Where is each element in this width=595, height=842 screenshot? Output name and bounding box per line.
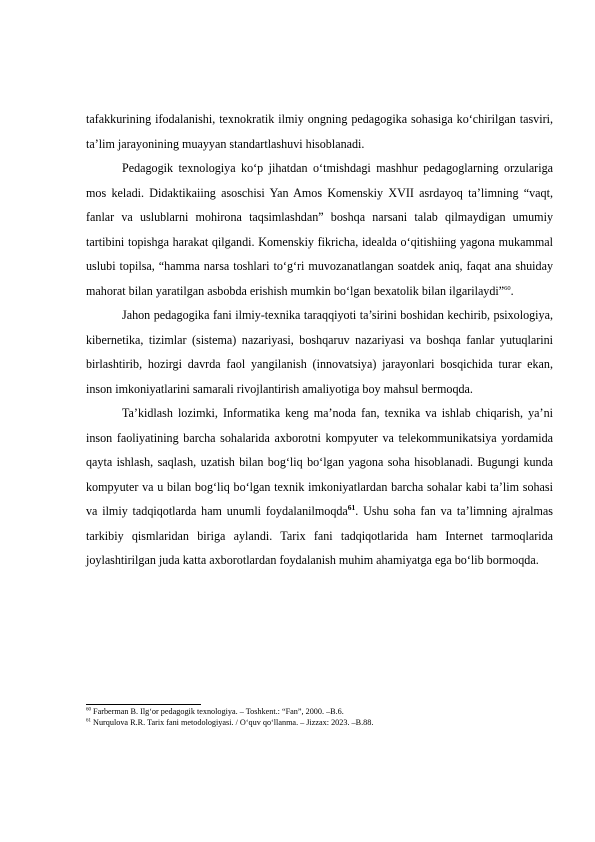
paragraph bbox=[86, 107, 553, 156]
footnote-separator bbox=[86, 704, 201, 705]
footnote-text: Nurqulova R.R. Tarix fani metodologiyasi. / O‘quv qo‘llanma. – Jizzax: 2023. –B.88. bbox=[91, 717, 374, 727]
paragraph bbox=[86, 401, 553, 573]
footnote bbox=[86, 707, 556, 718]
paragraph-text: Jahon pedagogika fani ilmiy-texnika taraqqiyoti ta’sirini boshidan kechirib, psixologiya, kibernetika, tizimlar (sistema) nazariyasi, boshqaruv nazariyasi va boshqa fanlar yutuqlarini birlashtirib, hozirgi davrda faol yangilanish (innovatsiya) jarayonlari bosqichida turar ekan, inson imkoniyatlarini samarali rivojlantirish amaliyotiga boy mahsul bermoqda. bbox=[86, 308, 553, 396]
footnote-ref[interactable]: 61 bbox=[347, 502, 356, 512]
footnote-number: 61 bbox=[86, 717, 91, 723]
footnote-ref[interactable]: 60 bbox=[504, 284, 511, 292]
paragraph bbox=[86, 303, 553, 401]
paragraph-text-tail: . Ushu soha fan va ta’limning ajralmas tarkibiy qismlaridan biriga aylandi. Tarix fani tadqiqotlarida ham Internet tarmoqlarida joylashtirilgan juda katta axborotlardan foydalanish muhim ahamiyatga ega bo‘lib bormoqda. bbox=[86, 504, 553, 567]
paragraph-text-tail: . bbox=[510, 283, 514, 298]
footnotes bbox=[86, 707, 556, 728]
paragraph-text: Ta’kidlash lozimki, Informatika keng ma’noda fan, texnika va ishlab chiqarish, ya’ni inson faoliyatining barcha sohalarida axborotni kompyuter va telekommunikatsiya yordamida qayta ishlash, saqlash, uzatish bilan bog‘liq bo‘lgan yagona soha hisoblanadi. Bugungi kunda kompyuter va u bilan bog‘liq bo‘lgan texnik imkoniyatlardan barcha sohalar kabi ta’lim sohasi va ilmiy tadqiqotlarda ham unumli foydalanilmoqda bbox=[86, 406, 553, 518]
footnote bbox=[86, 718, 556, 729]
paragraph-text: Pedagogik texnologiya ko‘p jihatdan o‘tmishdagi mashhur pedagoglarning orzulariga mos keladi. Didaktikaiing asoschisi Yan Amos Komenskiy XVII asrdayoq ta’limning “vaqt, fanlar va uslublarni mohirona taqsimlashdan” boshqa narsani talab qilmaydigan umumiy tartibini topishga harakat qilgandi. Komenskiy fikricha, idealda o‘qitishiing yagona mukammal uslubi topilsa, “hamma narsa toshlari to‘g‘ri muvozanatlangan soatdek aniq, faqat ana shuiday mahorat bilan yaratilgan asbobda erishish mumkin bo‘lgan bexatolik bilan ilgarilaydi” bbox=[86, 161, 553, 298]
footnote-number: 60 bbox=[86, 707, 91, 713]
paragraph-text: tafakkurining ifodalanishi, texnokratik ilmiy ongning pedagogika sohasiga ko‘chirilgan tasviri, ta’lim jarayonining muayyan standartlashuvi hisoblanadi. bbox=[86, 112, 553, 151]
paragraph bbox=[86, 156, 553, 303]
main-text bbox=[86, 107, 553, 573]
footnote-text: Farberman B. Ilg‘or pedagogik texnologiya. – Toshkent.: “Fan”, 2000. –B.6. bbox=[91, 707, 344, 716]
